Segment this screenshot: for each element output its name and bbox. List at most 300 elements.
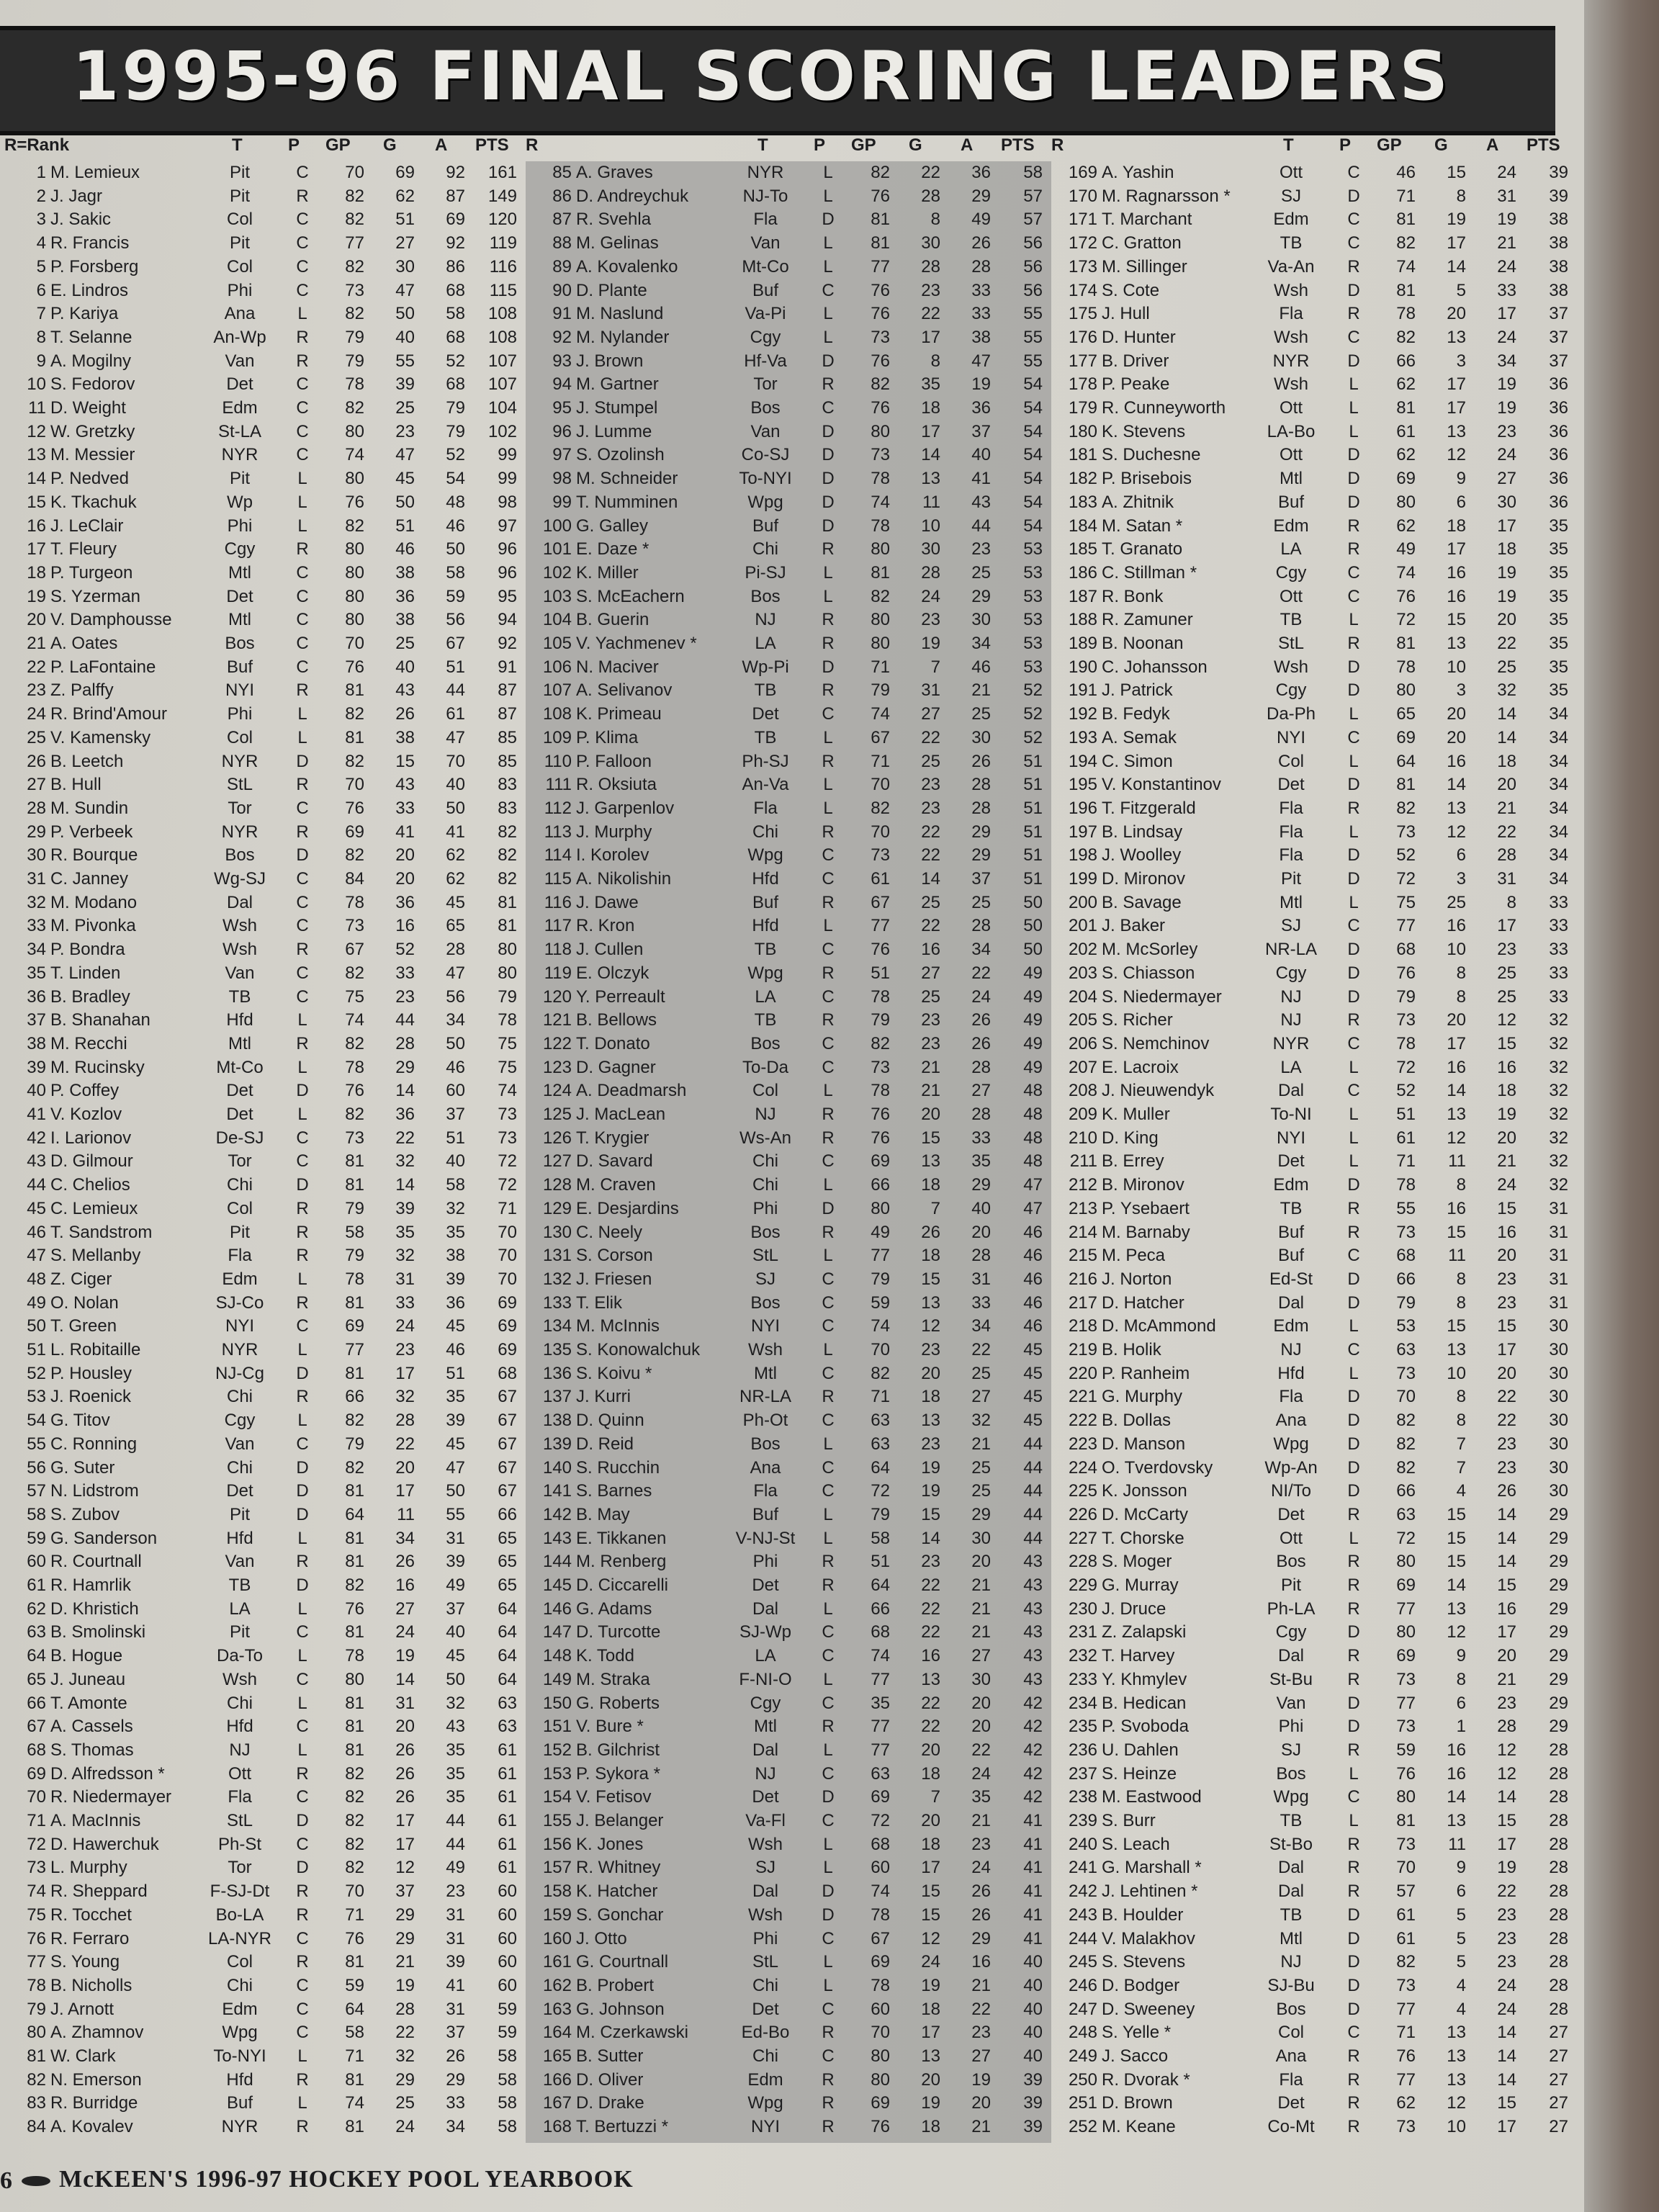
table-row <box>0 2021 526 2045</box>
player-name: D. Turcotte <box>576 1622 661 1642</box>
points: 63 <box>498 1717 517 1737</box>
goals: 35 <box>921 374 940 395</box>
goals: 24 <box>921 586 940 606</box>
assists: 21 <box>971 680 991 701</box>
points: 34 <box>1549 822 1568 842</box>
player-name: R. Kron <box>576 916 635 936</box>
games-played: 61 <box>871 869 890 889</box>
goals: 38 <box>395 562 415 583</box>
position: C <box>822 1928 835 1948</box>
points: 40 <box>1023 1952 1043 1972</box>
assists: 14 <box>1497 704 1516 724</box>
table-row <box>1051 1150 1577 1174</box>
goals: 17 <box>1447 1033 1466 1053</box>
games-played: 70 <box>871 2023 890 2043</box>
table-row <box>526 1480 1051 1503</box>
goals: 20 <box>921 1105 940 1124</box>
assists: 24 <box>971 986 991 1007</box>
goals: 26 <box>395 1740 415 1760</box>
points: 28 <box>1549 1952 1568 1972</box>
rank: 124 <box>542 1081 572 1101</box>
games-played: 72 <box>871 1811 890 1830</box>
rank: 5 <box>36 256 46 276</box>
points: 31 <box>1549 1198 1568 1218</box>
rank: 242 <box>1068 1881 1097 1902</box>
team: Det <box>752 1575 779 1595</box>
points: 54 <box>1023 445 1043 465</box>
assists: 29 <box>971 845 991 866</box>
rank: 206 <box>1068 1033 1097 1053</box>
goals: 16 <box>921 940 940 960</box>
team: Edm <box>222 398 258 418</box>
points: 58 <box>1023 163 1043 182</box>
team: Wpg <box>747 845 783 866</box>
position: C <box>296 1669 309 1689</box>
games-played: 82 <box>871 163 890 182</box>
assists: 28 <box>1497 845 1516 866</box>
points: 58 <box>498 2069 517 2090</box>
rank: 25 <box>27 727 46 747</box>
points: 41 <box>1023 1858 1043 1878</box>
table-row <box>526 1339 1051 1362</box>
assists: 40 <box>446 775 465 795</box>
assists: 23 <box>1497 1952 1516 1972</box>
table-row <box>0 1409 526 1433</box>
rank: 130 <box>542 1222 572 1242</box>
rank: 13 <box>27 445 46 465</box>
goals: 6 <box>1456 845 1466 866</box>
rank: 37 <box>27 1010 46 1030</box>
points: 107 <box>487 351 517 371</box>
position: L <box>1349 1316 1359 1336</box>
rank: 78 <box>27 1975 46 1995</box>
goals: 21 <box>921 1057 940 1077</box>
table-row <box>526 1880 1051 1904</box>
assists: 15 <box>1497 1198 1516 1218</box>
footer-text: McKEEN'S 1996-97 HOCKEY POOL YEARBOOK <box>59 2166 634 2193</box>
games-played: 66 <box>1396 1481 1416 1501</box>
games-played: 82 <box>345 751 364 771</box>
goals: 28 <box>921 256 940 276</box>
assists: 26 <box>971 1881 991 1902</box>
player-name: B. Fedyk <box>1102 704 1170 724</box>
team: StL <box>226 1811 253 1830</box>
player-name: B. Smolinski <box>50 1622 146 1642</box>
team: TB <box>1280 233 1303 253</box>
player-name: S. Barnes <box>576 1481 652 1501</box>
table-row <box>1051 1645 1577 1668</box>
games-played: 78 <box>345 892 364 912</box>
points: 38 <box>1549 210 1568 230</box>
rank: 238 <box>1068 1787 1097 1807</box>
team: Buf <box>752 1504 779 1524</box>
rank: 52 <box>27 1363 46 1383</box>
goals: 32 <box>395 1387 415 1407</box>
goals: 19 <box>921 1481 940 1501</box>
position: L <box>1349 421 1359 441</box>
position: R <box>822 751 835 771</box>
rank: 101 <box>542 539 572 559</box>
player-name: R. Cunneyworth <box>1102 398 1226 418</box>
team: Chi <box>752 539 778 559</box>
player-name: M. Sundin <box>50 798 129 818</box>
rank: 98 <box>552 469 572 489</box>
team: NJ <box>1280 1952 1302 1972</box>
goals: 26 <box>395 1763 415 1784</box>
points: 73 <box>498 1105 517 1124</box>
goals: 18 <box>921 1999 940 2019</box>
position: D <box>1347 1411 1360 1431</box>
games-played: 79 <box>1396 1292 1416 1313</box>
rank: 26 <box>27 751 46 771</box>
rank: 91 <box>552 304 572 324</box>
table-row <box>1051 1904 1577 1928</box>
team: To-NYI <box>213 2046 266 2066</box>
assists: 31 <box>446 1928 465 1948</box>
table-row <box>1051 1079 1577 1103</box>
points: 39 <box>1023 2117 1043 2137</box>
games-played: 78 <box>1396 304 1416 324</box>
rank: 29 <box>27 822 46 842</box>
goals: 12 <box>1447 1128 1466 1148</box>
goals: 22 <box>395 2023 415 2043</box>
header-gp: GP <box>325 135 351 155</box>
games-played: 80 <box>345 610 364 630</box>
player-name: D. Oliver <box>576 2069 644 2090</box>
table-row <box>0 1621 526 1645</box>
team: Ed-St <box>1269 1269 1313 1289</box>
goals: 10 <box>1447 1363 1466 1383</box>
player-name: D. King <box>1102 1128 1159 1148</box>
player-name: D. Reid <box>576 1434 634 1454</box>
player-name: G. Suter <box>50 1457 115 1478</box>
table-row <box>1051 1221 1577 1245</box>
goals: 38 <box>395 610 415 630</box>
games-played: 73 <box>1396 2117 1416 2137</box>
points: 41 <box>1023 1811 1043 1830</box>
team: SJ <box>1280 1740 1301 1760</box>
rank: 50 <box>27 1316 46 1336</box>
rank: 243 <box>1068 1905 1097 1925</box>
assists: 49 <box>971 210 991 230</box>
table-row <box>1051 844 1577 868</box>
assists: 37 <box>971 421 991 441</box>
points: 30 <box>1549 1411 1568 1431</box>
rank: 93 <box>552 351 572 371</box>
points: 53 <box>1023 657 1043 677</box>
goals: 51 <box>395 210 415 230</box>
goals: 18 <box>921 1387 940 1407</box>
points: 75 <box>498 1033 517 1053</box>
goals: 23 <box>921 280 940 300</box>
position: R <box>296 775 309 795</box>
points: 29 <box>1549 1717 1568 1737</box>
player-name: D. Quinn <box>576 1411 644 1431</box>
points: 54 <box>1023 398 1043 418</box>
player-name: V. Kamensky <box>50 727 151 747</box>
rank: 34 <box>27 940 46 960</box>
player-name: B. Lindsay <box>1102 822 1183 842</box>
table-row <box>1051 491 1577 515</box>
games-played: 71 <box>345 1905 364 1925</box>
table-row <box>1051 962 1577 986</box>
rank: 239 <box>1068 1811 1097 1830</box>
rank: 191 <box>1068 680 1097 701</box>
rank: 131 <box>542 1246 572 1266</box>
player-name: M. Gelinas <box>576 233 659 253</box>
table-row <box>0 1527 526 1551</box>
player-name: R. Sheppard <box>50 1881 148 1902</box>
games-played: 78 <box>1396 1033 1416 1053</box>
goals: 38 <box>395 727 415 747</box>
table-row <box>0 679 526 703</box>
team: Phi <box>227 704 253 724</box>
games-played: 82 <box>345 1105 364 1124</box>
assists: 41 <box>446 1975 465 1995</box>
table-row <box>526 1103 1051 1127</box>
assists: 92 <box>446 163 465 182</box>
player-name: S. Cote <box>1102 280 1160 300</box>
player-name: E. Lacroix <box>1102 1057 1179 1077</box>
table-row <box>526 1150 1051 1174</box>
assists: 34 <box>1497 351 1516 371</box>
table-row <box>526 1127 1051 1151</box>
assists: 23 <box>1497 1928 1516 1948</box>
points: 53 <box>1023 610 1043 630</box>
assists: 26 <box>971 1010 991 1030</box>
table-row <box>0 538 526 562</box>
team: Fla <box>1279 798 1303 818</box>
games-played: 63 <box>1396 1340 1416 1359</box>
table-row <box>526 1998 1051 2022</box>
rank: 140 <box>542 1457 572 1478</box>
player-name: Y. Perreault <box>576 986 665 1007</box>
team: Ott <box>1279 1528 1303 1548</box>
logo-icon <box>22 2176 50 2186</box>
table-row <box>1051 1362 1577 1386</box>
rank: 113 <box>544 822 572 842</box>
points: 49 <box>1023 963 1043 983</box>
rank: 234 <box>1068 1693 1097 1713</box>
position: D <box>822 1905 835 1925</box>
points: 53 <box>1023 634 1043 653</box>
player-name: D. Mironov <box>1102 869 1186 889</box>
points: 43 <box>1023 1552 1043 1572</box>
position: L <box>823 186 833 206</box>
goals: 20 <box>1447 727 1466 747</box>
goals: 20 <box>921 2069 940 2090</box>
assists: 31 <box>446 1528 465 1548</box>
rank: 10 <box>27 374 46 395</box>
assists: 35 <box>446 1787 465 1807</box>
games-played: 78 <box>871 1081 890 1101</box>
team: St-Bo <box>1269 1834 1313 1854</box>
rank: 198 <box>1068 845 1097 866</box>
team: Buf <box>1277 1246 1305 1266</box>
player-name: S. Duchesne <box>1102 445 1201 465</box>
assists: 20 <box>1497 1128 1516 1148</box>
position: C <box>822 1457 835 1478</box>
position: L <box>297 516 307 536</box>
rank: 232 <box>1068 1646 1097 1666</box>
points: 32 <box>1549 1010 1568 1030</box>
rank: 160 <box>542 1928 572 1948</box>
games-played: 74 <box>345 1010 364 1030</box>
goals: 16 <box>1447 562 1466 583</box>
games-played: 82 <box>871 1363 890 1383</box>
points: 28 <box>1549 1881 1568 1902</box>
games-played: 76 <box>871 2117 890 2137</box>
assists: 19 <box>971 2069 991 2090</box>
rank: 69 <box>27 1763 46 1784</box>
games-played: 64 <box>345 1504 364 1524</box>
team: Dal <box>226 892 253 912</box>
player-name: T. Marchant <box>1102 210 1192 230</box>
team: Col <box>226 210 253 230</box>
assists: 35 <box>446 1740 465 1760</box>
goals: 23 <box>921 610 940 630</box>
position: R <box>296 1246 309 1266</box>
team: Phi <box>227 516 253 536</box>
position: C <box>822 1269 835 1289</box>
table-row <box>1051 1056 1577 1080</box>
table-row <box>0 585 526 609</box>
team: Ana <box>1275 2046 1307 2066</box>
goals: 30 <box>921 539 940 559</box>
assists: 79 <box>446 398 465 418</box>
team: Wsh <box>1274 657 1308 677</box>
assists: 39 <box>446 1411 465 1431</box>
position: C <box>822 704 835 724</box>
goals: 16 <box>921 1646 940 1666</box>
player-name: C. Gratton <box>1102 233 1182 253</box>
goals: 22 <box>921 304 940 324</box>
games-played: 79 <box>871 680 890 701</box>
goals: 7 <box>930 1198 940 1218</box>
assists: 25 <box>1497 657 1516 677</box>
assists: 24 <box>1497 1975 1516 1995</box>
team: Det <box>226 1081 253 1101</box>
position: R <box>822 2069 835 2090</box>
rank: 61 <box>27 1575 46 1595</box>
team: LA <box>755 986 776 1007</box>
assists: 48 <box>446 492 465 512</box>
rank: 229 <box>1068 1575 1097 1595</box>
points: 33 <box>1549 892 1568 912</box>
assists: 22 <box>1497 1881 1516 1902</box>
player-name: M. Modano <box>50 892 138 912</box>
games-played: 69 <box>345 1316 364 1336</box>
goals: 12 <box>921 1316 940 1336</box>
player-name: B. Gilchrist <box>576 1740 660 1760</box>
position: C <box>1347 1033 1360 1053</box>
games-played: 69 <box>1396 1575 1416 1595</box>
position: D <box>296 1575 309 1595</box>
position: D <box>1347 1905 1360 1925</box>
player-name: D. Bodger <box>1102 1975 1180 1995</box>
player-name: P. Falloon <box>576 751 652 771</box>
goals: 12 <box>1447 822 1466 842</box>
table-row <box>526 750 1051 774</box>
goals: 22 <box>921 163 940 182</box>
team: Pit <box>229 1622 250 1642</box>
table-row <box>0 1692 526 1716</box>
team: Edm <box>222 1269 258 1289</box>
header-pts: PTS <box>475 135 509 155</box>
goals: 8 <box>1456 963 1466 983</box>
games-played: 76 <box>345 1081 364 1101</box>
games-played: 73 <box>1396 1010 1416 1030</box>
assists: 26 <box>446 2046 465 2066</box>
table-row <box>1051 727 1577 750</box>
table-row <box>0 1339 526 1362</box>
team: Pit <box>1280 869 1301 889</box>
assists: 28 <box>971 1246 991 1266</box>
team: Phi <box>752 1552 778 1572</box>
assists: 26 <box>971 1905 991 1925</box>
table-row <box>1051 868 1577 891</box>
assists: 35 <box>446 1763 465 1784</box>
assists: 70 <box>446 751 465 771</box>
rank: 171 <box>1068 210 1097 230</box>
player-name: M. Recchi <box>50 1033 127 1053</box>
team: Fla <box>753 798 778 818</box>
points: 46 <box>1023 1269 1043 1289</box>
table-row <box>526 161 1051 185</box>
position: L <box>823 1504 833 1524</box>
position: C <box>1347 562 1360 583</box>
rank: 85 <box>552 163 572 182</box>
rank: 247 <box>1068 1999 1097 2019</box>
rank: 127 <box>542 1151 572 1172</box>
goals: 3 <box>1456 869 1466 889</box>
rank: 223 <box>1068 1434 1097 1454</box>
position: C <box>296 280 309 300</box>
team: Hfd <box>226 1717 253 1737</box>
position: L <box>297 1693 307 1713</box>
games-played: 82 <box>345 304 364 324</box>
assists: 18 <box>1497 539 1516 559</box>
position: R <box>296 680 309 701</box>
games-played: 78 <box>871 469 890 489</box>
table-row <box>526 1856 1051 1880</box>
assists: 30 <box>971 1669 991 1689</box>
table-row <box>1051 1103 1577 1127</box>
position: L <box>1349 1151 1359 1172</box>
assists: 24 <box>1497 1175 1516 1195</box>
assists: 28 <box>1497 1717 1516 1737</box>
team: Van <box>225 1434 255 1454</box>
table-row <box>1051 1292 1577 1316</box>
table-row <box>0 750 526 774</box>
goals: 17 <box>921 327 940 347</box>
rank: 96 <box>552 421 572 441</box>
rank: 99 <box>552 492 572 512</box>
points: 40 <box>1023 1999 1043 2019</box>
position: C <box>1347 1246 1360 1266</box>
position: R <box>1347 2117 1360 2137</box>
table-row <box>1051 1951 1577 1974</box>
assists: 23 <box>971 1834 991 1854</box>
rank: 207 <box>1068 1057 1097 1077</box>
team: Buf <box>752 516 779 536</box>
position: L <box>823 1858 833 1878</box>
rank: 231 <box>1068 1622 1097 1642</box>
goals: 24 <box>395 2117 415 2137</box>
games-played: 78 <box>1396 1175 1416 1195</box>
rank: 88 <box>552 233 572 253</box>
table-row <box>1051 1974 1577 1998</box>
